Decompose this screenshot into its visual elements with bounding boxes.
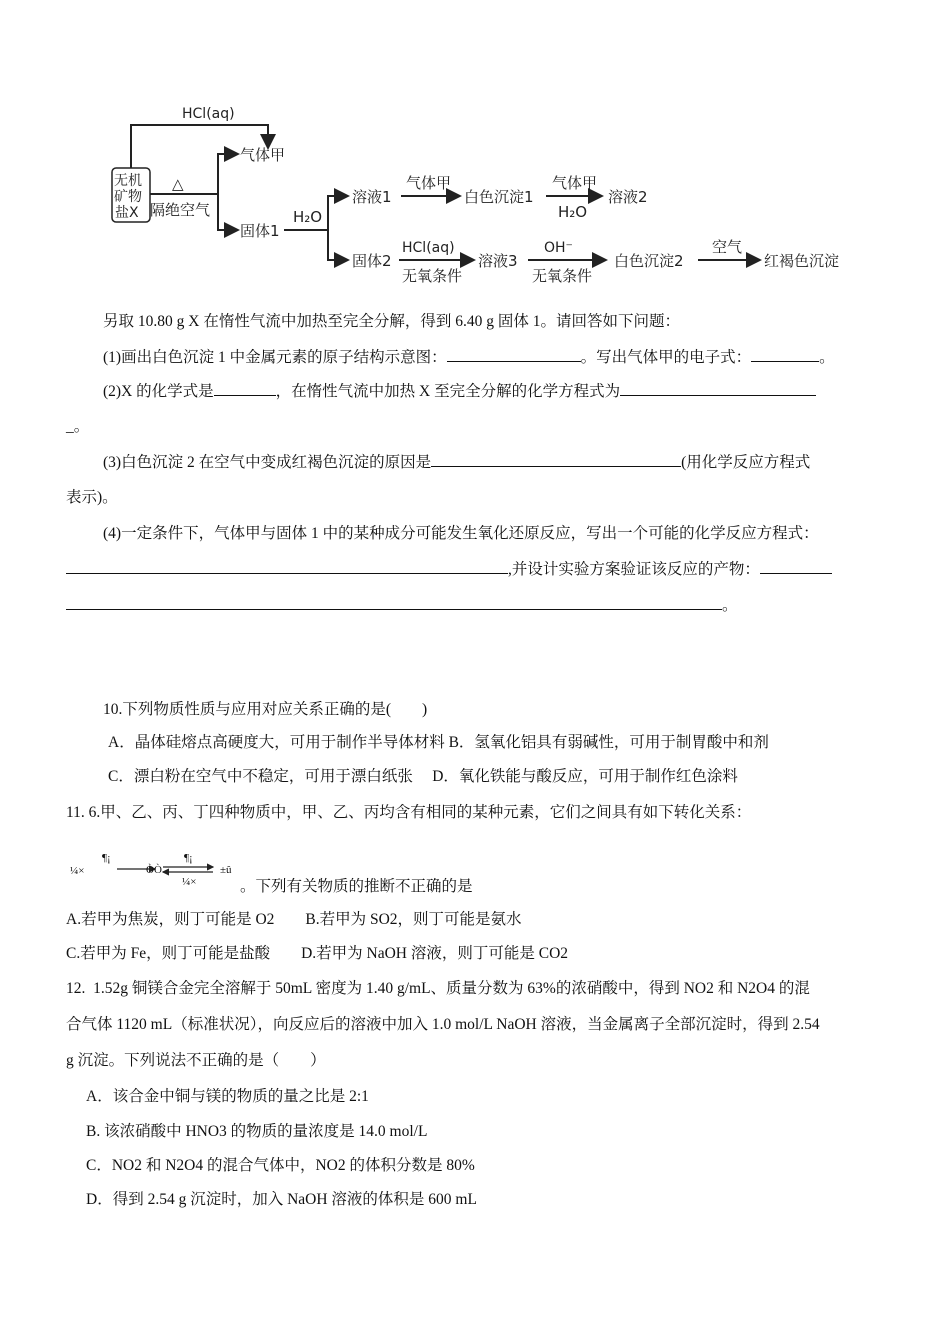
q9-part3 [103,452,810,473]
no-oxygen1-label: 无氧条件 [402,267,463,285]
h2o-mid-label: H₂O [293,208,323,226]
oh-minus-label: OH⁻ [544,240,573,256]
q12-option-a: A．该合金中铜与镁的物质的量之比是 2:1 [86,1088,369,1105]
q10-options-cd: C．漂白粉在空气中不稳定，可用于漂白纸张 D．氧化铁能与酸反应，可用于制作红色涂料 [108,768,738,785]
q12-stem-line3: g 沉淀。下列说法不正确的是（ ） [66,1052,326,1069]
answer-blank[interactable] [431,452,681,467]
gas-a-reagent-label: 气体甲 [406,174,452,192]
reaction-flowchart [100,96,860,286]
q11-yi-label: ÒÒ [146,864,162,876]
q9-p4-text-c: 。 [722,597,738,614]
q10-stem: 10.下列物质性质与应用对应关系正确的是( ) [103,701,428,718]
q9-intro: 另取 10.80 g X 在惰性气流中加热至完全分解，得到 6.40 g 固体 1。请回答如下问题： [103,313,680,330]
q9-p3-tail: 表示)。 [66,489,118,506]
no-oxygen2-label: 无氧条件 [532,267,593,285]
q11-jia-label: ¼× [70,865,85,877]
q9-p1-text-c: 。 [819,349,835,366]
q9-p2-text-b: ，在惰性气流中加热 X 至完全分解的化学方程式为 [275,383,621,400]
heat-symbol: △ [172,175,184,193]
answer-blank[interactable] [447,347,581,362]
solid2-label: 固体2 [352,252,392,270]
gas-a-reagent2-label: 气体甲 [552,174,598,192]
q9-p3-text-a: (3)白色沉淀 2 在空气中变成红褐色沉淀的原因是 [103,454,432,471]
mineral-label-2: 矿物 [114,189,142,205]
solution2-label: 溶液2 [608,188,648,206]
q9-p3-text-b: (用化学反应方程式 [681,454,811,471]
q9-part4-line3 [66,595,738,616]
answer-blank[interactable] [214,381,276,396]
solid1-label: 固体1 [240,222,280,240]
q9-part4-line2 [66,559,832,580]
q10-options-ab: A．晶体硅熔点高硬度大，可用于制作半导体材料 B．氢氧化铝具有弱碱性，可用于制胃酸中和剂 [108,734,769,751]
q12-stem-line2: 合气体 1120 mL（标准状况），向反应后的溶液中加入 1.0 mol/L NaOH 溶液，当金属离子全部沉淀时，得到 2.54 [66,1016,820,1033]
mineral-label-1: 无机 [114,173,142,189]
q11-bing-label: ±û [220,864,232,876]
hcl-top-label: HCl(aq) [182,106,235,122]
white-ppt2-label: 白色沉淀2 [614,252,684,270]
q12-option-b: B. 该浓硝酸中 HNO3 的物质的量浓度是 14.0 mol/L [86,1123,428,1140]
q11-jia-label-2: ¼× [182,876,197,888]
answer-blank[interactable] [66,559,508,574]
answer-blank[interactable] [751,347,819,362]
q11-options-ab: A.若甲为焦炭，则丁可能是 O2 B.若甲为 SO2，则丁可能是氨水 [66,911,522,928]
answer-blank[interactable] [760,559,832,574]
q9-part2 [103,381,816,402]
isolate-air-label: 隔绝空气 [150,201,211,219]
q11-ding-label-2: ¶¡ [184,852,193,864]
q9-part4: (4)一定条件下，气体甲与固体 1 中的某种成分可能发生氧化还原反应，写出一个可能的化学反应方程式： [103,525,819,542]
q9-p4-text-b: ,并设计实验方案验证该反应的产物： [508,561,760,578]
q9-p2-tail: _。 [66,418,90,435]
q9-p2-text-a: (2)X 的化学式是 [103,383,214,400]
q11-stem: 11. 6.甲、乙、丙、丁四种物质中，甲、乙、丙均含有相同的某种元素，它们之间具有如下转化关系： [66,804,752,821]
hcl-lower-label: HCl(aq) [402,240,455,256]
solution3-label: 溶液3 [478,252,518,270]
q11-ding-label-1: ¶¡ [102,852,111,864]
q9-p1-text-a: (1)画出白色沉淀 1 中金属元素的原子结构示意图： [103,349,447,366]
q11-stem-tail: 。下列有关物质的推断不正确的是 [240,878,473,895]
mineral-label-3: 盐X [115,205,139,221]
q12-stem-line1: 12. 1.52g 铜镁合金完全溶解于 50mL 密度为 1.40 g/mL、质量分数为 63%的浓硝酸中，得到 NO2 和 N2O4 的混 [66,980,810,997]
q12-option-d: D．得到 2.54 g 沉淀时，加入 NaOH 溶液的体积是 600 mL [86,1191,477,1208]
q12-option-c: C．NO2 和 N2O4 的混合气体中，NO2 的体积分数是 80% [86,1157,475,1174]
answer-blank[interactable] [66,595,722,610]
answer-blank[interactable] [620,381,816,396]
h2o-low-label: H₂O [558,203,588,221]
q9-p1-text-b: 。写出气体甲的电子式： [580,349,752,366]
q11-options-cd: C.若甲为 Fe，则丁可能是盐酸 D.若甲为 NaOH 溶液，则丁可能是 CO2 [66,945,569,962]
gas-a-label: 气体甲 [240,146,286,164]
q9-part1 [103,347,835,368]
solution1-label: 溶液1 [352,188,392,206]
red-brown-ppt-label: 红褐色沉淀 [764,252,840,270]
air-label: 空气 [712,238,743,256]
white-ppt1-label: 白色沉淀1 [464,188,534,206]
